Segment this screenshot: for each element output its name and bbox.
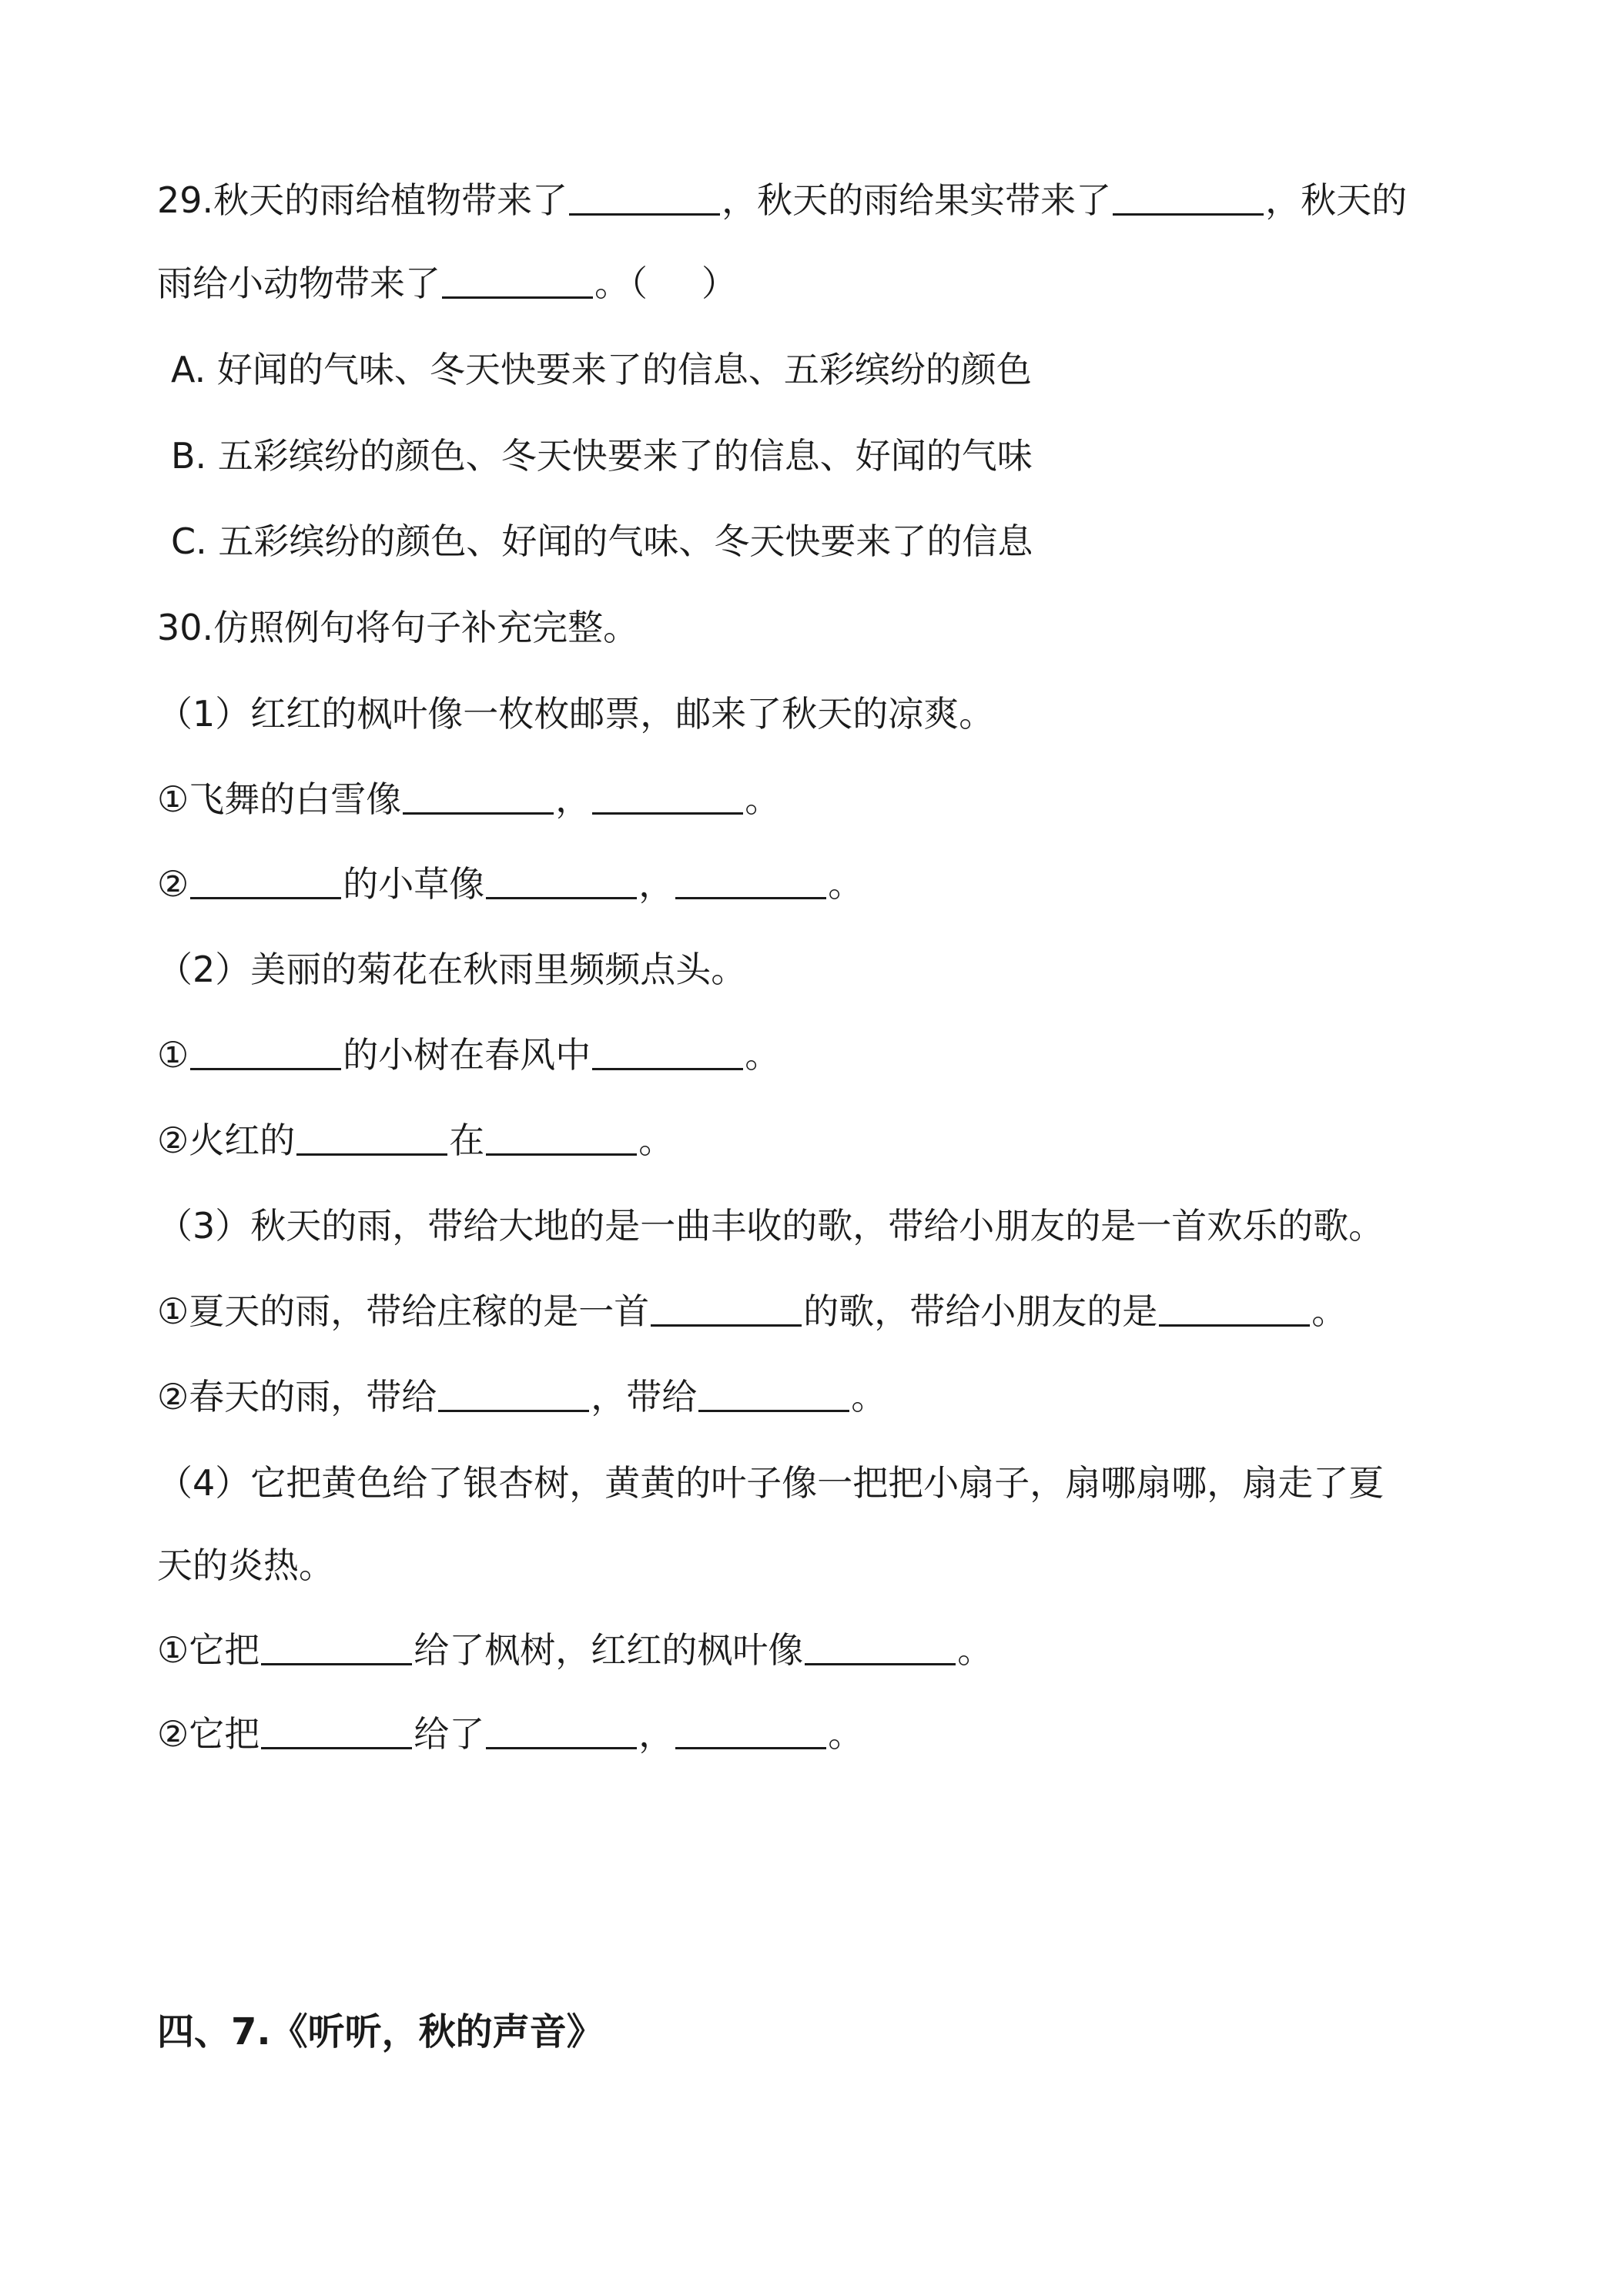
q30-p1-example: （1）红红的枫叶像一枚枚邮票，邮来了秋天的凉爽。	[157, 693, 995, 735]
q30-p3-sentence-2: ②春天的雨，带给 ，带给 。	[157, 1376, 887, 1417]
answer-blank[interactable]	[675, 863, 826, 899]
answer-blank[interactable]	[403, 778, 554, 815]
section-heading: 四、7.《听听，秋的声音》	[157, 2010, 604, 2053]
q30-p4-example-line-2: 天的炎热。	[157, 1545, 334, 1586]
q30-p4-example-line-1: （4）它把黄色给了银杏树，黄黄的叶子像一把把小扇子，扇哪扇哪，扇走了夏	[157, 1462, 1385, 1504]
q30-p4-sentence-2: ②它把 给了 ， 。	[157, 1713, 864, 1755]
q29-option-c: C. 五彩缤纷的颜色、好闻的气味、冬天快要来了的信息	[171, 520, 1033, 562]
answer-blank[interactable]	[1113, 179, 1264, 216]
q30-p2-sentence-2: ②火红的 在 。	[157, 1120, 675, 1161]
q30-p3-sentence-1: ①夏天的雨，带给庄稼的是一首 的歌，带给小朋友的是 。	[157, 1290, 1348, 1332]
answer-blank[interactable]	[651, 1290, 802, 1327]
answer-blank[interactable]	[486, 1120, 637, 1156]
q29-line-2: 雨给小动物带来了 。（ ）	[157, 263, 737, 304]
answer-blank[interactable]	[442, 263, 593, 299]
q30-p1-sentence-2: ② 的小草像 ， 。	[157, 863, 864, 905]
q30-p1-sentence-1: ①飞舞的白雪像 ， 。	[157, 778, 781, 820]
q29-line-1: 29.秋天的雨给植物带来了 ，秋天的雨给果实带来了 ，秋天的	[157, 179, 1408, 221]
q30-title: 30.仿照例句将句子补充完整。	[157, 607, 639, 648]
q29-option-a: A. 好闻的气味、冬天快要来了的信息、五彩缤纷的颜色	[171, 349, 1032, 390]
answer-blank[interactable]	[675, 1713, 826, 1749]
answer-blank[interactable]	[1159, 1290, 1310, 1327]
answer-blank[interactable]	[190, 863, 341, 899]
q30-p3-example: （3）秋天的雨，带给大地的是一曲丰收的歌，带给小朋友的是一首欢乐的歌。	[157, 1205, 1385, 1247]
q30-p4-sentence-1: ①它把 给了枫树，红红的枫叶像 。	[157, 1629, 993, 1671]
answer-blank[interactable]	[569, 179, 720, 216]
q29-option-b: B. 五彩缤纷的颜色、冬天快要来了的信息、好闻的气味	[171, 435, 1033, 477]
answer-blank[interactable]	[592, 1034, 743, 1070]
answer-blank[interactable]	[296, 1120, 447, 1156]
answer-blank[interactable]	[261, 1713, 412, 1749]
answer-blank[interactable]	[438, 1376, 589, 1412]
q30-p2-example: （2）美丽的菊花在秋雨里频频点头。	[157, 949, 747, 990]
answer-blank[interactable]	[698, 1376, 849, 1412]
q30-p2-sentence-1: ① 的小树在春风中 。	[157, 1034, 781, 1076]
answer-blank[interactable]	[261, 1629, 412, 1665]
answer-blank[interactable]	[486, 863, 637, 899]
answer-blank[interactable]	[805, 1629, 956, 1665]
answer-blank[interactable]	[190, 1034, 341, 1070]
answer-blank[interactable]	[486, 1713, 637, 1749]
answer-blank[interactable]	[592, 778, 743, 815]
